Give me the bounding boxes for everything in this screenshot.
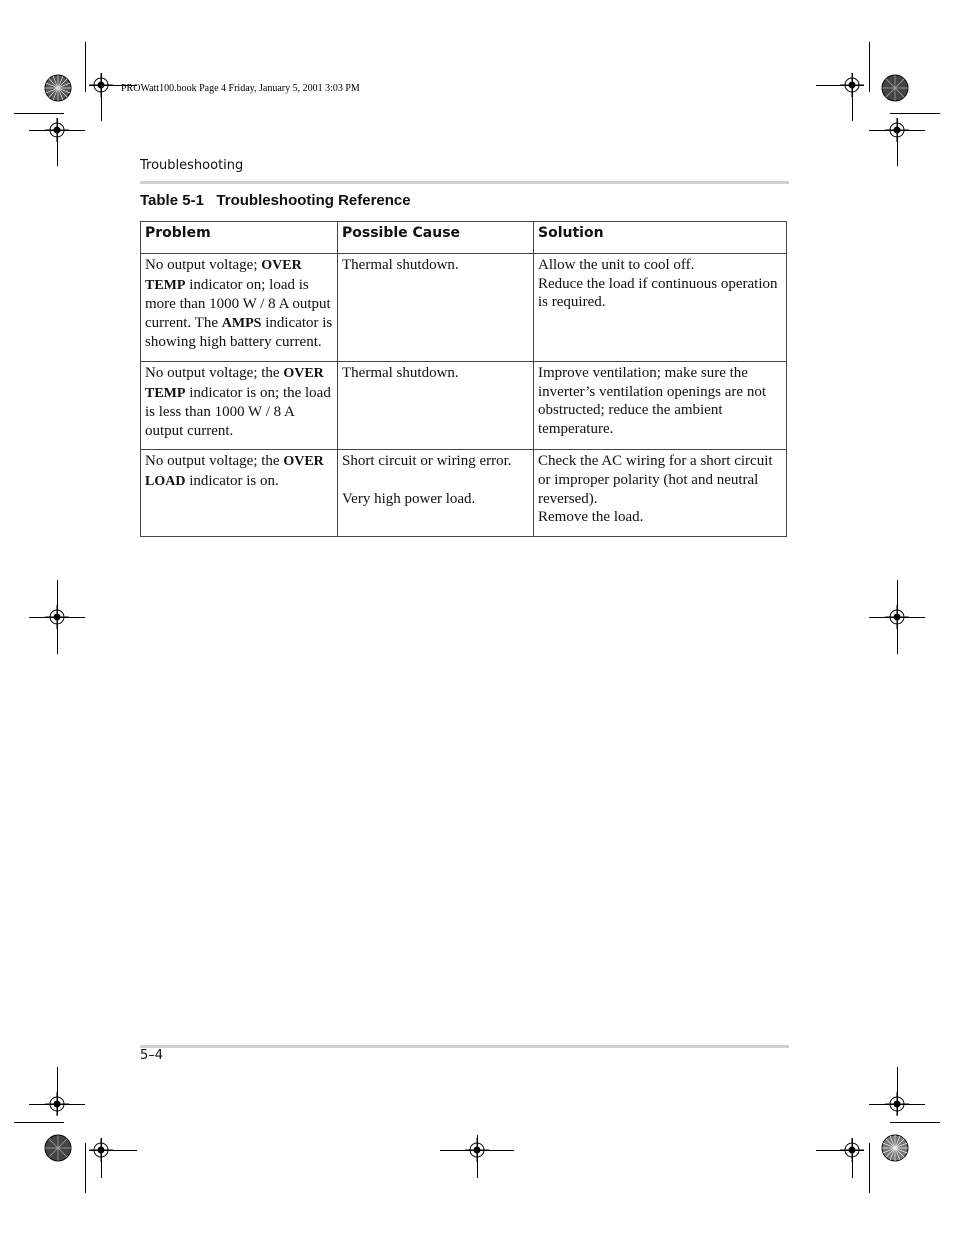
cause-cell: Short circuit or wiring error. Very high power load. — [338, 450, 534, 536]
starburst-mark-icon — [44, 74, 72, 102]
table-row — [141, 361, 787, 449]
troubleshooting-table — [140, 221, 787, 537]
running-header: Troubleshooting — [140, 158, 244, 173]
column-header-cause: Possible Cause — [338, 222, 534, 254]
cause-cell: Thermal shutdown. — [338, 254, 534, 362]
solution-cell: Improve ventilation; make sure the inverter’s ventilation openings are not obstructed; reduce the ambient temperature. — [534, 361, 787, 449]
cause-cell: Thermal shutdown. — [338, 361, 534, 449]
problem-cell: No output voltage; OVER TEMP indicator on; load is more than 1000 W / 8 A output current. The AMPS indicator is showing high battery current. — [141, 254, 338, 362]
table-row — [141, 450, 787, 536]
solution-cell: Check the AC wiring for a short circuit or improper polarity (hot and neutral reversed). Remove the load. — [534, 450, 787, 536]
book-slug-line: PROWatt100.book Page 4 Friday, January 5, 2001 3:03 PM — [121, 83, 360, 94]
footer-rule — [140, 1045, 789, 1048]
header-rule — [140, 181, 789, 184]
problem-cell: No output voltage; the OVER LOAD indicator is on. — [141, 450, 338, 536]
starburst-mark-icon — [881, 1134, 909, 1162]
problem-cell: No output voltage; the OVER TEMP indicator is on; the load is less than 1000 W / 8 A output current. — [141, 361, 338, 449]
column-header-problem: Problem — [141, 222, 338, 254]
starburst-mark-icon — [881, 74, 909, 102]
column-header-solution: Solution — [534, 222, 787, 254]
solution-cell: Allow the unit to cool off. Reduce the load if continuous operation is required. — [534, 254, 787, 362]
table-row — [141, 254, 787, 362]
starburst-mark-icon — [44, 1134, 72, 1162]
page-number: 5–4 — [140, 1048, 164, 1063]
table-caption: Table 5-1 Troubleshooting Reference — [140, 192, 411, 209]
table-header-row — [141, 222, 787, 254]
